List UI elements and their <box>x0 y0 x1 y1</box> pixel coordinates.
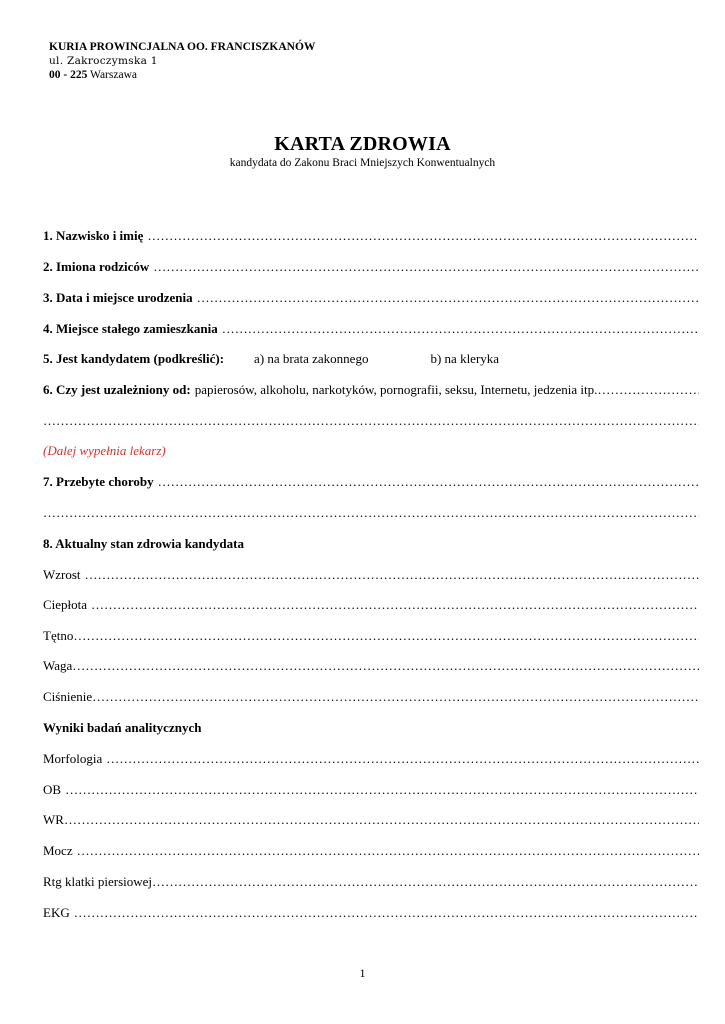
field-addictions-list: papierosów, alkoholu, narkotyków, pornografii, seksu, Internetu, jedzenia itp. <box>194 382 598 397</box>
field-temperature[interactable] <box>43 596 699 614</box>
field-ekg-label: EKG <box>43 905 70 920</box>
field-wr-blank[interactable] <box>64 811 699 829</box>
field-ob-label: OB <box>43 782 62 797</box>
institution-city-line <box>49 68 315 82</box>
field-ob-blank[interactable] <box>65 781 699 799</box>
field-urine-blank[interactable] <box>77 842 699 860</box>
field-past-illnesses-label: 7. Przebyte choroby <box>43 474 154 489</box>
section-lab-results <box>43 719 699 737</box>
field-candidate-type <box>43 350 699 368</box>
field-name[interactable] <box>43 227 699 245</box>
field-weight-label: Waga <box>43 658 73 673</box>
field-birth-label: 3. Data i miejsce urodzenia <box>43 290 193 305</box>
field-blood-pressure-blank[interactable] <box>92 688 699 706</box>
field-addictions-continued[interactable] <box>43 412 699 430</box>
field-ekg[interactable] <box>43 904 699 922</box>
field-name-blank[interactable] <box>147 227 699 245</box>
option-cleric[interactable]: b) na kleryka <box>430 351 500 366</box>
field-addictions-label: 6. Czy jest uzależniony od: <box>43 382 191 397</box>
field-urine-label: Mocz <box>43 843 73 858</box>
field-pulse[interactable] <box>43 627 699 645</box>
field-parents[interactable] <box>43 258 699 276</box>
field-pulse-blank[interactable] <box>73 627 699 645</box>
field-past-illnesses[interactable] <box>43 473 699 491</box>
field-name-label: 1. Nazwisko i imię <box>43 228 144 243</box>
field-chest-xray[interactable] <box>43 873 699 891</box>
page-number: 1 <box>359 966 366 980</box>
field-past-illnesses-blank[interactable] <box>158 473 699 491</box>
field-candidate-type-label: 5. Jest kandydatem (podkreślić): <box>43 351 225 366</box>
field-blood-pressure[interactable] <box>43 688 699 706</box>
field-temperature-blank[interactable] <box>91 596 699 614</box>
field-pulse-label: Tętno <box>43 628 74 643</box>
field-residence[interactable] <box>43 320 699 338</box>
field-blood-pressure-label: Ciśnienie <box>43 689 93 704</box>
field-parents-blank[interactable] <box>153 258 699 276</box>
field-height-blank[interactable] <box>85 566 699 584</box>
field-temperature-label: Ciepłota <box>43 597 88 612</box>
field-past-illnesses-continued-blank[interactable] <box>43 504 699 522</box>
institution-name: KURIA PROWINCJALNA OO. FRANCISZKANÓW <box>49 41 316 53</box>
city: Warszawa <box>90 69 137 81</box>
page-title: KARTA ZDROWIA <box>274 133 451 155</box>
field-ekg-blank[interactable] <box>74 904 699 922</box>
field-wr-label: WR <box>43 812 64 827</box>
field-residence-blank[interactable] <box>222 320 699 338</box>
section-lab-results-heading: Wyniki badań analitycznych <box>43 720 202 735</box>
institution-street: ul. Zakroczymska 1 <box>49 55 158 67</box>
field-height[interactable] <box>43 566 699 584</box>
field-wr[interactable] <box>43 811 699 829</box>
field-weight-blank[interactable] <box>72 657 699 675</box>
page-subtitle: kandydata do Zakonu Braci Mniejszych Konwentualnych <box>229 157 496 169</box>
field-morphology-blank[interactable] <box>106 750 699 768</box>
field-weight[interactable] <box>43 657 699 675</box>
doctor-note <box>43 442 699 460</box>
field-morphology-label: Morfologia <box>43 751 103 766</box>
field-parents-label: 2. Imiona rodziców <box>43 259 150 274</box>
doctor-note-text: (Dalej wypełnia lekarz) <box>43 443 166 458</box>
field-addictions-continued-blank[interactable] <box>43 412 699 430</box>
field-urine[interactable] <box>43 842 699 860</box>
title-block <box>0 132 725 170</box>
field-birth[interactable] <box>43 289 699 307</box>
section-health-status <box>43 535 699 553</box>
field-residence-label: 4. Miejsce stałego zamieszkania <box>43 321 218 336</box>
option-brother[interactable]: a) na brata zakonnego <box>254 351 369 366</box>
field-addictions-blank[interactable] <box>597 381 699 399</box>
field-birth-blank[interactable] <box>197 289 699 307</box>
field-chest-xray-label: Rtg klatki piersiowej <box>43 874 153 889</box>
field-morphology[interactable] <box>43 750 699 768</box>
field-past-illnesses-continued[interactable] <box>43 504 699 522</box>
postal-code: 00 - 225 <box>49 69 88 81</box>
section-health-status-heading: 8. Aktualny stan zdrowia kandydata <box>43 536 244 551</box>
field-chest-xray-blank[interactable] <box>152 873 699 891</box>
field-height-label: Wzrost <box>43 567 81 582</box>
field-ob[interactable] <box>43 781 699 799</box>
field-addictions[interactable] <box>43 381 699 399</box>
institution-header <box>49 40 315 82</box>
